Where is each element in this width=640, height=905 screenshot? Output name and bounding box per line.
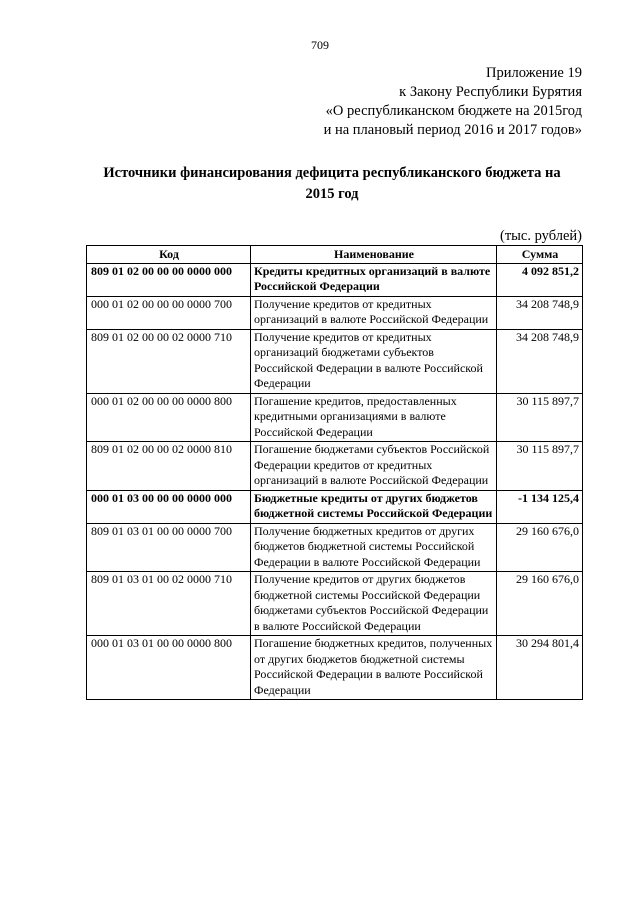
row-sum: 29 160 676,0 xyxy=(497,523,583,572)
row-name: Получение кредитов от других бюджетов бюджетной системы Российской Федерации бюджетами субъектов Российской Федерации в валюте Российской Федерации xyxy=(251,572,497,636)
row-code: 000 01 02 00 00 00 0000 800 xyxy=(87,393,251,442)
row-sum: 4 092 851,2 xyxy=(497,263,583,296)
row-code: 000 01 02 00 00 00 0000 700 xyxy=(87,296,251,329)
appendix-line-4: и на плановый период 2016 и 2017 годов» xyxy=(323,122,582,138)
row-sum: 30 115 897,7 xyxy=(497,393,583,442)
row-name: Погашение кредитов, предоставленных кредитными организациями в валюте Российской Федерации xyxy=(251,393,497,442)
document-title-line-1: Источники финансирования дефицита республиканского бюджета на xyxy=(103,165,561,181)
document-title xyxy=(82,163,582,205)
row-name: Получение кредитов от кредитных организаций в валюте Российской Федерации xyxy=(251,296,497,329)
row-code: 809 01 02 00 00 00 0000 000 xyxy=(87,263,251,296)
row-sum: 34 208 748,9 xyxy=(497,329,583,393)
row-code: 000 01 03 01 00 00 0000 800 xyxy=(87,636,251,700)
financing-sources-table xyxy=(86,245,583,700)
column-header-sum: Сумма xyxy=(497,246,583,264)
table-row xyxy=(87,490,583,523)
table-row xyxy=(87,329,583,393)
table-body xyxy=(87,263,583,700)
row-name: Получение бюджетных кредитов от других бюджетов бюджетной системы Российской Федерации в валюте Российской Федерации xyxy=(251,523,497,572)
table-row xyxy=(87,296,583,329)
row-name: Кредиты кредитных организаций в валюте Российской Федерации xyxy=(251,263,497,296)
document-title-line-2: 2015 год xyxy=(305,186,359,202)
table-row xyxy=(87,263,583,296)
row-sum: 30 294 801,4 xyxy=(497,636,583,700)
row-code: 809 01 03 01 00 00 0000 700 xyxy=(87,523,251,572)
table-row xyxy=(87,572,583,636)
table-row xyxy=(87,636,583,700)
column-header-name: Наименование xyxy=(251,246,497,264)
table-row xyxy=(87,442,583,491)
row-code: 809 01 03 01 00 02 0000 710 xyxy=(87,572,251,636)
row-sum: 29 160 676,0 xyxy=(497,572,583,636)
row-name: Получение кредитов от кредитных организаций бюджетами субъектов Российской Федерации в валюте Российской Федерации xyxy=(251,329,497,393)
appendix-line-1: Приложение 19 xyxy=(486,65,582,81)
row-code: 000 01 03 00 00 00 0000 000 xyxy=(87,490,251,523)
row-code: 809 01 02 00 00 02 0000 710 xyxy=(87,329,251,393)
row-sum: -1 134 125,4 xyxy=(497,490,583,523)
table-row xyxy=(87,393,583,442)
row-sum: 30 115 897,7 xyxy=(497,442,583,491)
row-code: 809 01 02 00 00 02 0000 810 xyxy=(87,442,251,491)
row-sum: 34 208 748,9 xyxy=(497,296,583,329)
row-name: Погашение бюджетами субъектов Российской Федерации кредитов от кредитных организаций в валюте Российской Федерации xyxy=(251,442,497,491)
row-name: Погашение бюджетных кредитов, полученных от других бюджетов бюджетной системы Российской Федерации в валюте Российской Федерации xyxy=(251,636,497,700)
appendix-line-3: «О республиканском бюджете на 2015год xyxy=(325,103,582,119)
page-number: 709 xyxy=(311,38,329,52)
column-header-code: Код xyxy=(87,246,251,264)
appendix-line-2: к Закону Республики Бурятия xyxy=(399,84,582,100)
table-row xyxy=(87,523,583,572)
units-label: (тыс. рублей) xyxy=(500,228,582,244)
appendix-header xyxy=(324,64,582,140)
row-name: Бюджетные кредиты от других бюджетов бюджетной системы Российской Федерации xyxy=(251,490,497,523)
table-header-row xyxy=(87,246,583,264)
